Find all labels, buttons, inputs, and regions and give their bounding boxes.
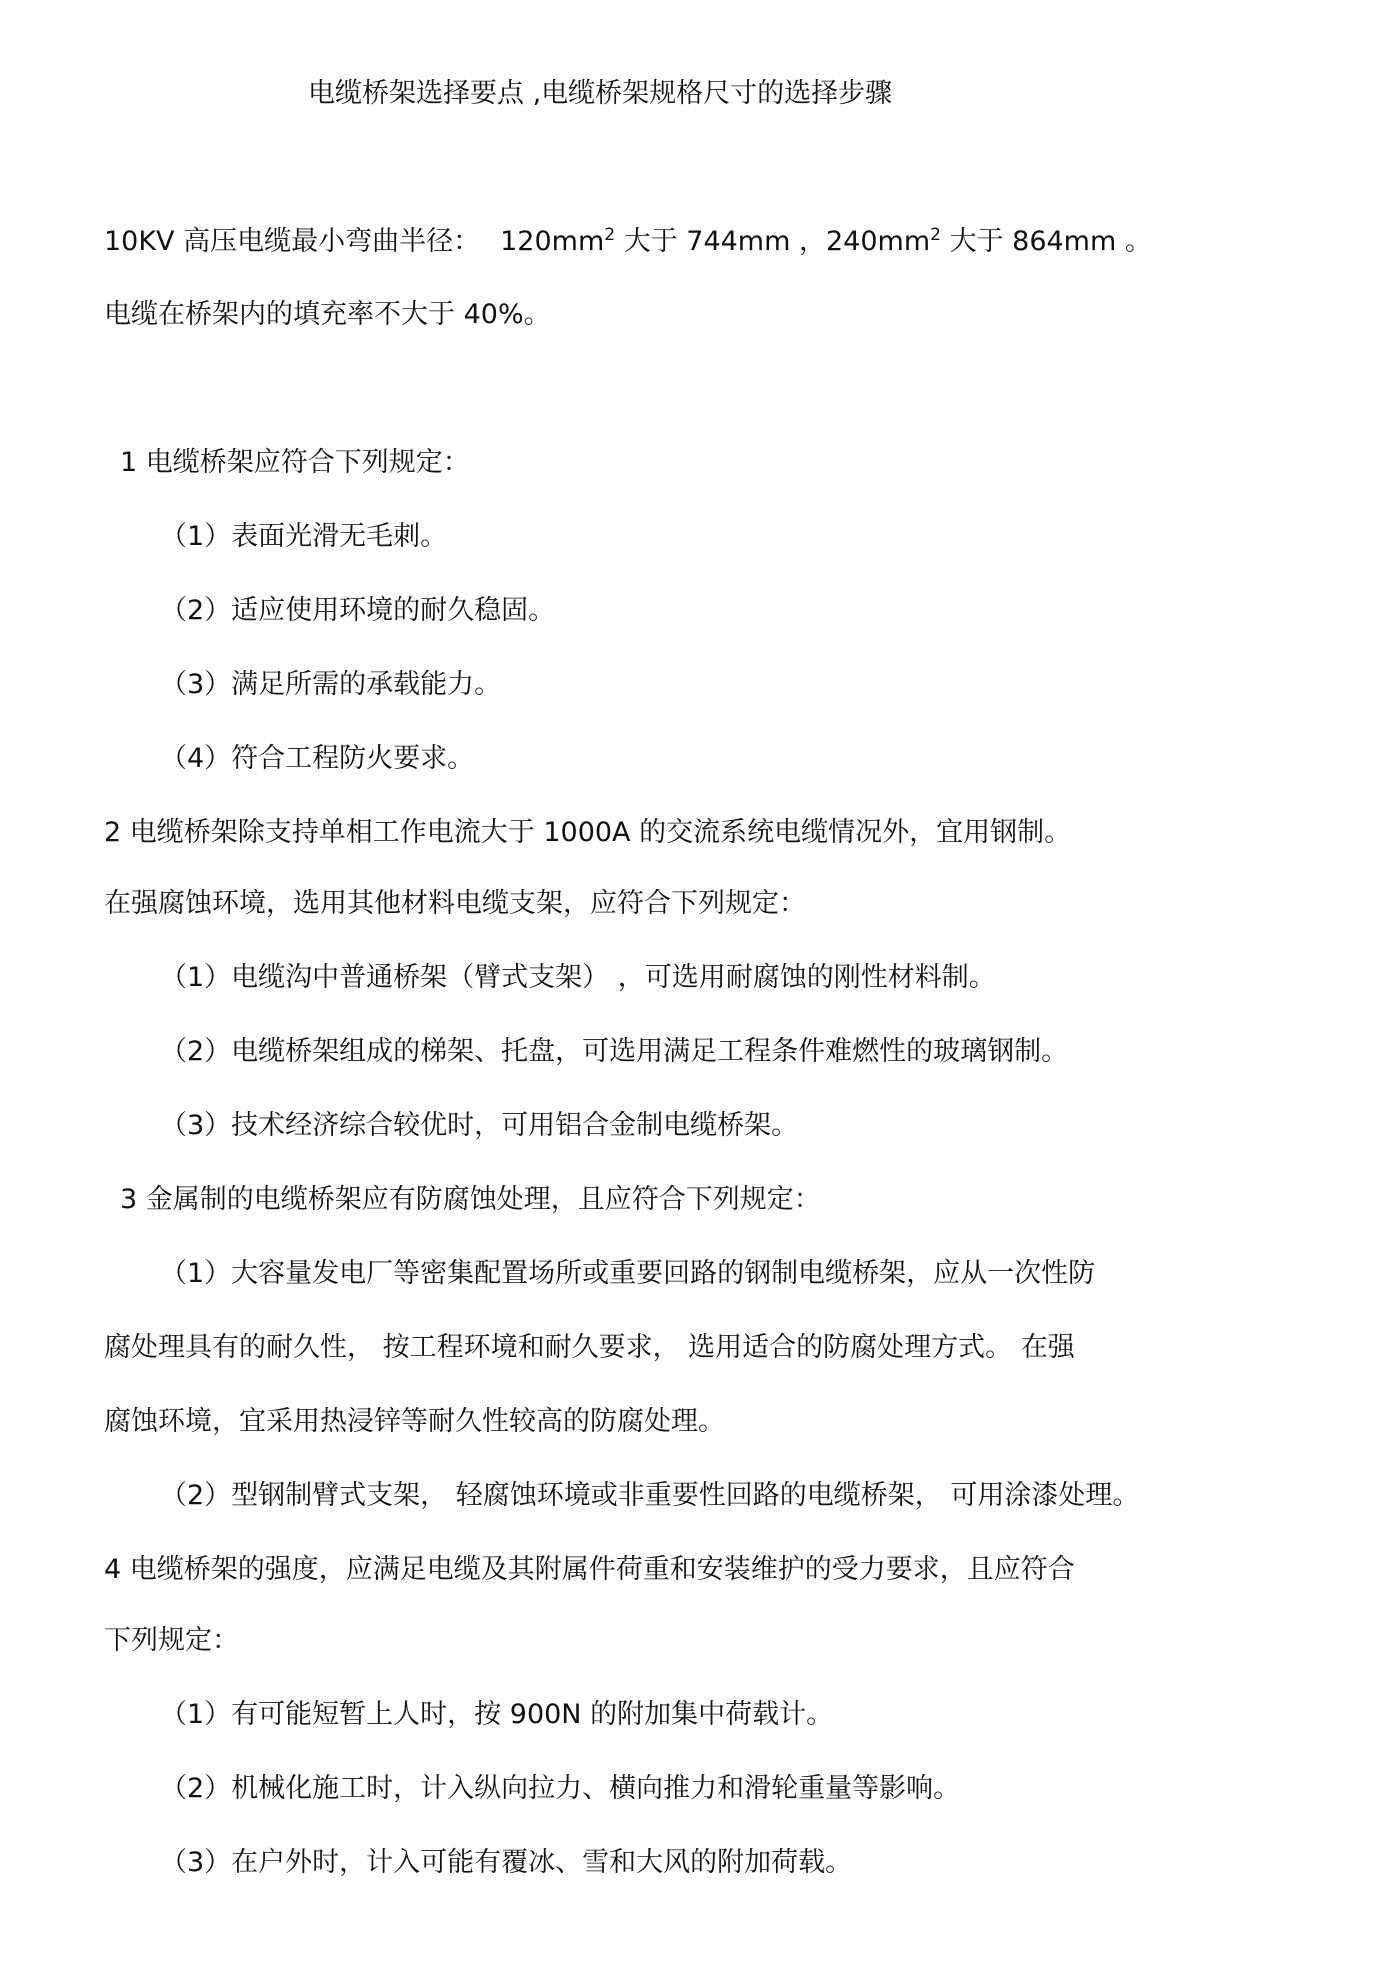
section-4-item: （3）在户外时，计入可能有覆冰、雪和大风的附加荷载。 (160, 1847, 853, 1878)
section-2-continuation: 在强腐蚀环境，选用其他材料电缆支架，应符合下列规定： (104, 888, 806, 919)
section-1-heading: 1 电缆桥架应符合下列规定： (120, 447, 470, 478)
section-3-heading: 3 金属制的电缆桥架应有防腐蚀处理，且应符合下列规定： (120, 1184, 821, 1215)
section-2-item: （1）电缆沟中普通桥架（臂式支架） ，可选用耐腐蚀的刚性材料制。 (160, 962, 996, 993)
section-1-item: （2）适应使用环境的耐久稳固。 (160, 595, 556, 626)
section-2-item: （2）电缆桥架组成的梯架、托盘，可选用满足工程条件难燃性的玻璃钢制。 (160, 1036, 1069, 1067)
bend-radius-label: 10KV 高压电缆最小弯曲半径： (104, 226, 481, 257)
section-3-item-1-line-1: （1）大容量发电厂等密集配置场所或重要回路的钢制电缆桥架，应从一次性防 (160, 1258, 1096, 1289)
bend-radius-line (104, 224, 1152, 260)
section-2-heading: 2 电缆桥架除支持单相工作电流大于 1000A 的交流系统电缆情况外，宜用钢制。 (104, 817, 1072, 848)
section-2-item: （3）技术经济综合较优时，可用铝合金制电缆桥架。 (160, 1110, 799, 1141)
section-1-item: （3）满足所需的承载能力。 (160, 669, 502, 700)
superscript-2: 2 (604, 225, 616, 245)
section-1-item: （1）表面光滑无毛刺。 (160, 521, 448, 552)
document-title: 电缆桥架选择要点 ,电缆桥架规格尺寸的选择步骤 (308, 78, 893, 109)
bend-radius-744-240: 大于 744mm ，240mm (623, 226, 931, 257)
fill-rate-line: 电缆在桥架内的填充率不大于 40%。 (104, 299, 551, 330)
section-4-heading: 4 电缆桥架的强度，应满足电缆及其附属件荷重和安装维护的受力要求，且应符合 (104, 1554, 1075, 1585)
section-4-continuation: 下列规定： (104, 1625, 239, 1656)
section-3-item-2: （2）型钢制臂式支架， 轻腐蚀环境或非重要性回路的电缆桥架， 可用涂漆处理。 (160, 1480, 1140, 1511)
superscript-2: 2 (930, 225, 941, 245)
section-3-item-1-line-3: 腐蚀环境，宜采用热浸锌等耐久性较高的防腐处理。 (104, 1406, 725, 1437)
section-4-item: （2）机械化施工时，计入纵向拉力、横向推力和滑轮重量等影响。 (160, 1773, 961, 1804)
section-3-item-1-line-2: 腐处理具有的耐久性， 按工程环境和耐久要求， 选用适合的防腐处理方式。 在强 (104, 1332, 1075, 1363)
bend-radius-864: 大于 864mm 。 (949, 226, 1152, 257)
section-1-item: （4）符合工程防火要求。 (160, 743, 475, 774)
bend-radius-120: 120mm (500, 226, 605, 257)
section-4-item: （1）有可能短暂上人时，按 900N 的附加集中荷载计。 (160, 1699, 834, 1730)
